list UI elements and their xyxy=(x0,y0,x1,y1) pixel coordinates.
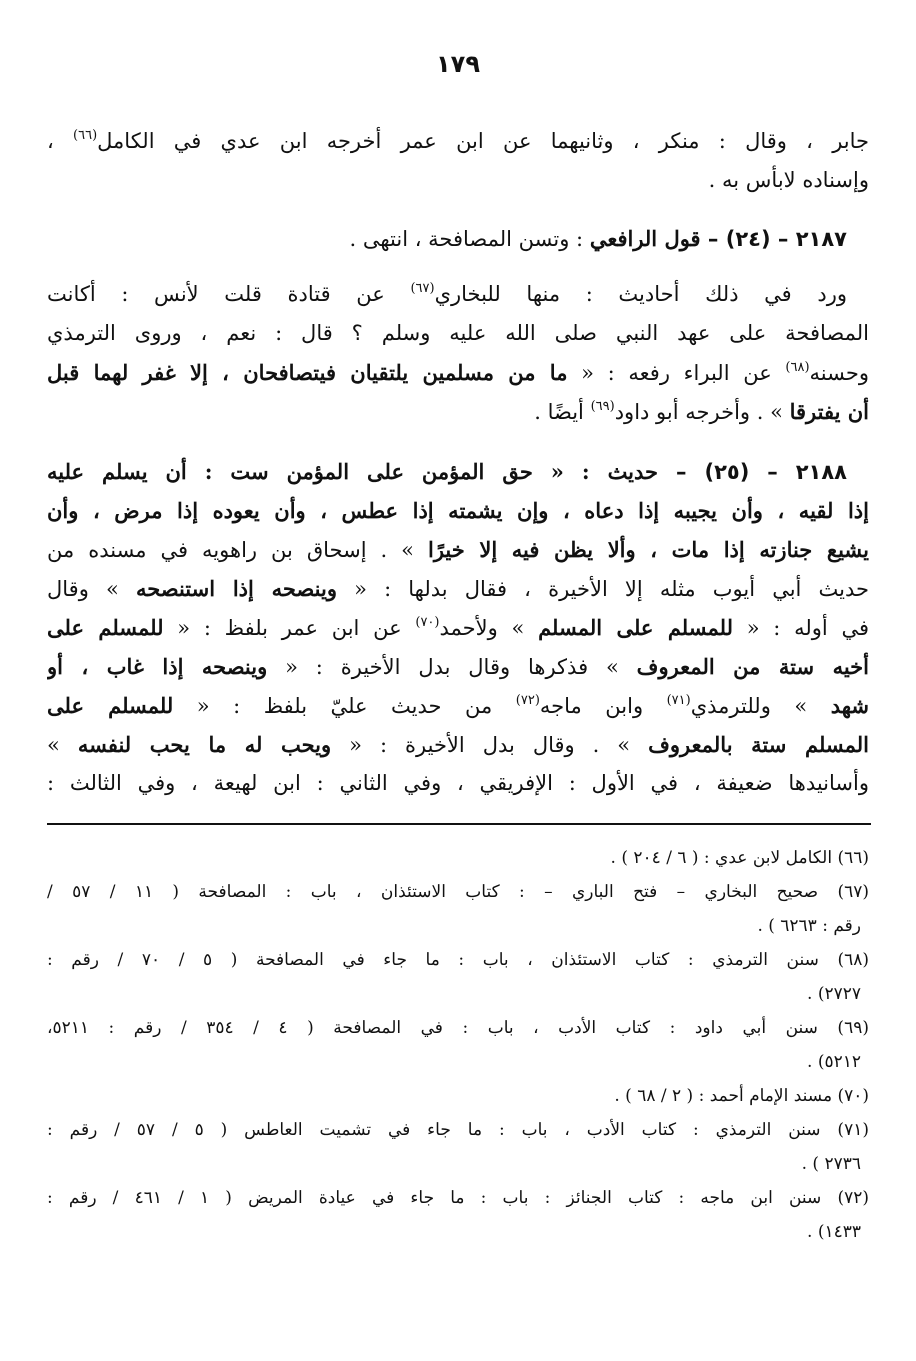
text-run: جابر ، وقال : منكر ، وثانيهما عن ابن عمر أخرجه ابن عدي في الكامل xyxy=(97,129,869,153)
text-line xyxy=(47,122,869,161)
footnote-68-cont: ٢٧٢٧) . xyxy=(807,984,861,1004)
footnote-69: (٦٩) سنن أبي داود : كتاب الأدب ، باب : في المصافحة ( ٤ / ٣٥٤ / رقم : ٥٢١١، xyxy=(47,1018,869,1038)
text-run: في أوله : « xyxy=(732,616,869,640)
hadith-quote: يشيع جنازته إذا مات ، وألا يظن فيه إلا خيرًا xyxy=(428,537,869,562)
text-run: » فذكرها وقال بدل الأخيرة : « xyxy=(267,655,637,679)
hadith-quote: وينصحه إذا غاب ، أو xyxy=(47,654,268,679)
text-run: » . إسحاق بن راهويه في مسنده من xyxy=(47,538,428,562)
text-run: » . وقال بدل الأخيرة : « xyxy=(331,733,649,757)
text-line xyxy=(47,569,869,608)
text-run: عن ابن عمر بلفظ : « xyxy=(163,616,416,640)
hadith-quote: حق المؤمن على المؤمن ست : أن يسلم عليه xyxy=(47,459,533,484)
footnote-ref: (٧٠) xyxy=(415,615,440,630)
text-line xyxy=(47,452,869,491)
text-line: وإسناده لابأس به . xyxy=(708,168,869,192)
hadith-quote: وينصحه إذا استنصحه xyxy=(135,576,337,601)
footnote-67-cont: رقم : ٦٢٦٣ ) . xyxy=(757,916,861,936)
text-run: حديث أبي أيوب مثله إلا الأخيرة ، فقال بدلها : « xyxy=(336,577,869,601)
text-run: وحسنه xyxy=(809,361,869,385)
text-line xyxy=(47,647,869,686)
footnote-71: (٧١) سنن الترمذي : كتاب الأدب ، باب : ما جاء في تشميت العاطس ( ٥ / ٥٧ / رقم : xyxy=(47,1120,869,1140)
footnote-66: (٦٦) الكامل لابن عدي : ( ٦ / ٢٠٤ ) . xyxy=(610,848,869,868)
text-run: » وللترمذي xyxy=(690,694,831,718)
paragraph-intro xyxy=(47,122,869,200)
section-number: ٢١٨٧ – (٢٤) – xyxy=(700,227,847,251)
footnote-ref: (٧٢) xyxy=(515,693,540,708)
hadith-quote: ويحب له ما يحب لنفسه xyxy=(77,732,332,757)
hadith-quote: أخيه ستة من المعروف xyxy=(636,654,869,679)
text-line xyxy=(47,392,869,431)
footnote-68: (٦٨) سنن الترمذي : كتاب الاستئذان ، باب : ما جاء في المصافحة ( ٥ / ٧٠ / رقم : xyxy=(47,950,869,970)
text-run: » xyxy=(47,733,78,757)
footnote-71-cont: ٢٧٣٦ ) . xyxy=(801,1154,861,1174)
text-line: المصافحة على عهد النبي صلى الله عليه وسلم ؟ قال : نعم ، وروى الترمذي xyxy=(47,321,869,345)
footnote-ref: (٦٦) xyxy=(73,128,98,143)
footnote-72-cont: ١٤٣٣) . xyxy=(807,1222,861,1242)
hadith-quote: شهد xyxy=(830,693,869,718)
hadith-quote: أن يفترقا xyxy=(789,399,869,424)
text-line: إذا لقيه ، وأن يجيبه إذا دعاه ، وإن يشمته إذا عطس ، وأن يعوده إذا مرض ، وأن xyxy=(47,498,869,523)
hadith-quote: ما من مسلمين يلتقيان فيتصافحان ، إلا غفر لهما قبل xyxy=(47,360,568,385)
text-line xyxy=(47,530,869,569)
section-title: قول الرافعي xyxy=(589,226,701,251)
text-line xyxy=(47,725,869,764)
footnote-ref: (٦٧) xyxy=(410,281,435,296)
text-run: حديث : « xyxy=(532,459,659,484)
footnote-ref: (٦٨) xyxy=(785,360,810,375)
text-line xyxy=(47,275,869,314)
text-line: وأسانيدها ضعيفة ، في الأول : الإفريقي ، وفي الثاني : ابن لهيعة ، وفي الثالث : xyxy=(47,771,869,795)
text-run: » . وأخرجه أبو داود xyxy=(614,400,790,424)
hadith-quote: للمسلم على المسلم xyxy=(538,615,733,640)
text-line xyxy=(47,686,869,725)
footnote-divider xyxy=(47,823,871,825)
paragraph-hadith-list xyxy=(47,275,869,431)
section-text: : وتسن المصافحة ، انتهى . xyxy=(349,227,590,251)
text-run: » ولأحمد xyxy=(439,616,539,640)
text-line xyxy=(47,353,869,392)
footnote-ref: (٦٩) xyxy=(590,399,615,414)
hadith-quote: المسلم ستة بالمعروف xyxy=(648,732,869,757)
footnote-72: (٧٢) سنن ابن ماجه : كتاب الجنائز : باب : ما جاء في عيادة المريض ( ١ / ٤٦١ / رقم : xyxy=(47,1188,869,1208)
section-heading xyxy=(47,219,869,258)
footnote-70: (٧٠) مسند الإمام أحمد : ( ٢ / ٦٨ ) . xyxy=(614,1086,869,1106)
text-run: » وقال xyxy=(47,577,136,601)
footnote-67: (٦٧) صحيح البخاري – فتح الباري – : كتاب الاستئذان ، باب : المصافحة ( ١١ / ٥٧ / xyxy=(47,882,869,902)
hadith-quote: للمسلم على xyxy=(47,693,174,718)
text-run: عن البراء رفعه : « xyxy=(567,361,786,385)
text-run: وابن ماجه xyxy=(539,694,667,718)
text-run: من حديث عليّ بلفظ : « xyxy=(173,694,516,718)
hadith-quote: للمسلم على xyxy=(47,615,164,640)
text-line xyxy=(47,608,869,647)
section-2187 xyxy=(47,219,869,258)
text-run: عن قتادة قلت لأنس : أكانت xyxy=(47,282,411,306)
text-run: ورد في ذلك أحاديث : منها للبخاري xyxy=(434,282,847,306)
text-run: ، xyxy=(47,129,74,153)
footnote-ref: (٧١) xyxy=(666,693,691,708)
section-number: ٢١٨٨ – (٢٥) – xyxy=(658,460,847,484)
page-number: ١٧٩ xyxy=(436,50,480,78)
footnote-69-cont: ٥٢١٢) . xyxy=(807,1052,861,1072)
section-2188 xyxy=(47,452,869,803)
text-run: أيضًا . xyxy=(534,400,591,424)
footnotes xyxy=(47,841,869,1249)
